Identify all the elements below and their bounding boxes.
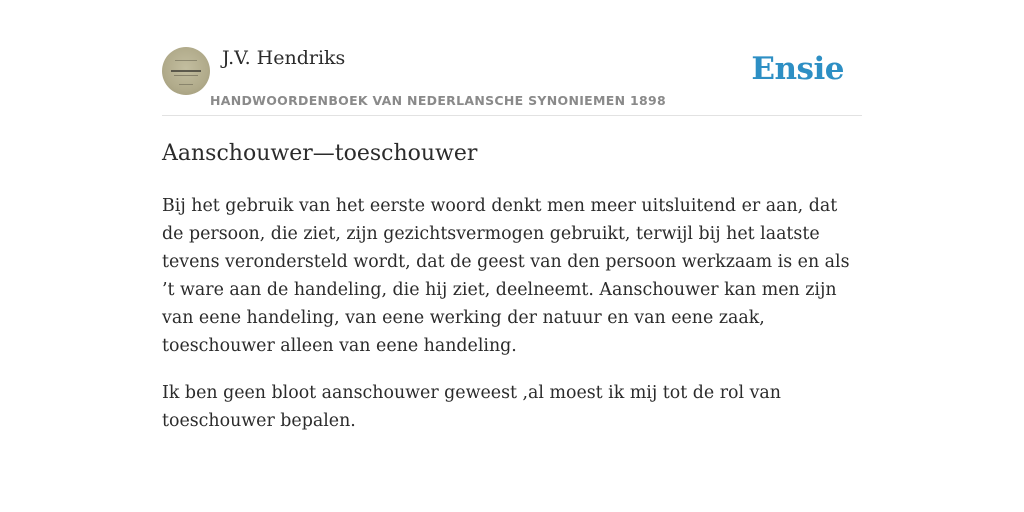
source-title[interactable]: HANDWOORDENBOEK VAN NEDERLANSCHE SYNONIEMEN 1898: [210, 93, 667, 108]
entry-paragraph: Bij het gebruik van het eerste woord denkt men meer uitsluitend er aan, dat de persoon, die ziet, zijn gezichtsvermogen gebruikt, terwijl bij het laatste tevens verondersteld wordt, dat de geest van den persoon werkzaam is en als ’t ware aan de handeling, die hij ziet, deelneemt. Aanschouwer kan men zijn van eene handeling, van eene werking der natuur en van eene zaak, toeschouwer alleen van eene handeling.: [162, 196, 850, 356]
header: [162, 46, 862, 116]
book-cover-avatar[interactable]: [162, 47, 210, 95]
entry-content: [162, 192, 864, 454]
entry-title: Aanschouwer—toeschouwer: [162, 141, 478, 166]
ensie-logo[interactable]: Ensie: [751, 51, 844, 87]
cover-line: [171, 70, 201, 72]
cover-line: [179, 84, 193, 85]
author-name[interactable]: J.V. Hendriks: [222, 47, 346, 69]
cover-line: [174, 75, 198, 76]
entry-paragraph: Ik ben geen bloot aanschouwer geweest ,al moest ik mij tot de rol van toeschouwer bepalen.: [162, 383, 781, 431]
header-divider: [162, 115, 862, 116]
cover-line: [175, 60, 197, 61]
